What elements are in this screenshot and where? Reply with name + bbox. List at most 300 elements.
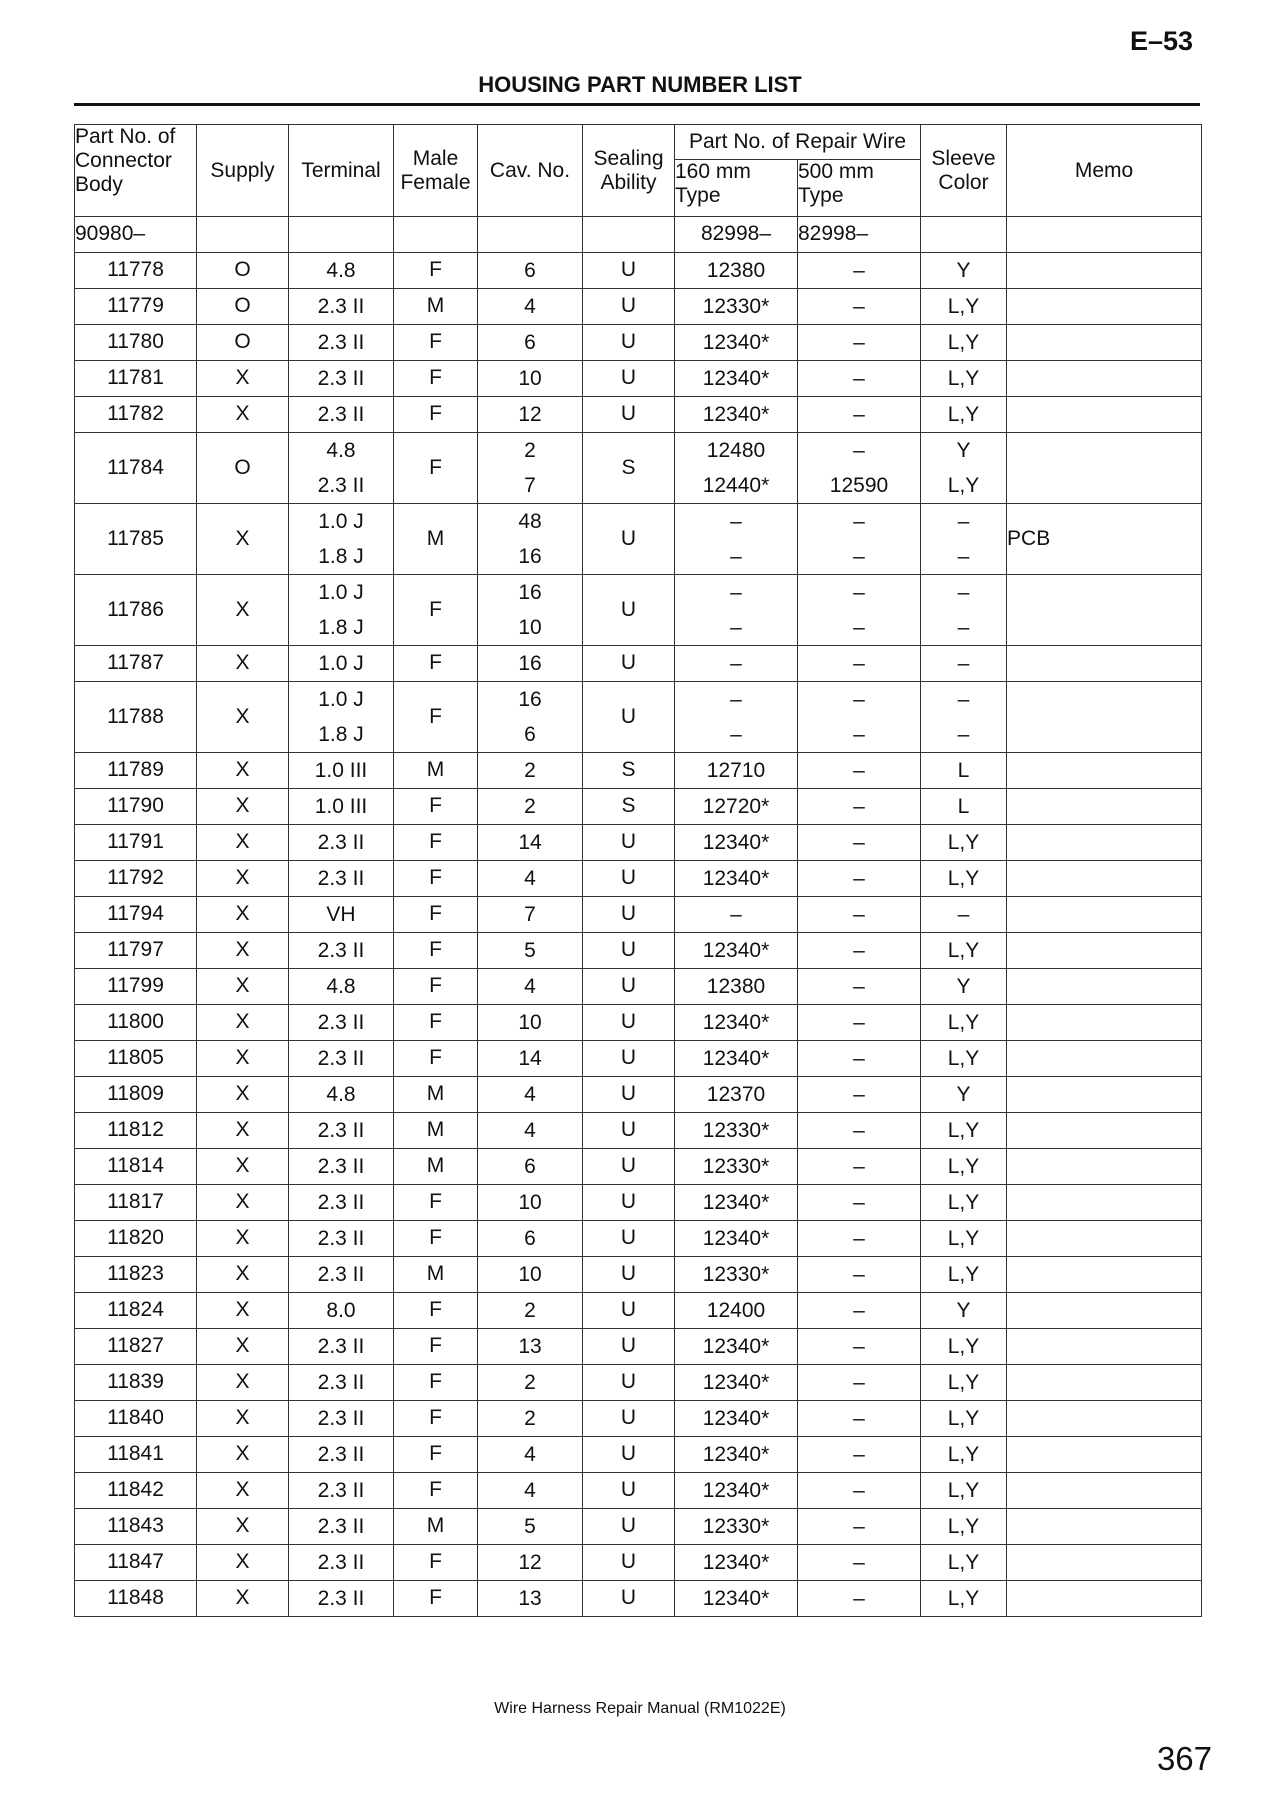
type500-cell <box>798 396 921 432</box>
male-female-cell: F <box>394 824 478 860</box>
sealing-cell: U <box>583 896 675 932</box>
terminal-cell <box>289 1580 394 1616</box>
male-female-cell: F <box>394 1292 478 1328</box>
table-row <box>75 503 1202 574</box>
part-no-cell: 11789 <box>75 752 197 788</box>
cav-no-cell <box>478 968 583 1004</box>
male-female-cell: F <box>394 1544 478 1580</box>
type500-cell <box>798 288 921 324</box>
sealing-cell: U <box>583 1184 675 1220</box>
sealing-cell: U <box>583 503 675 574</box>
type500-cell-value: – <box>853 722 865 746</box>
part-no-cell: 11809 <box>75 1076 197 1112</box>
type160-cell <box>675 503 798 574</box>
type160-cell-value: – <box>730 509 742 533</box>
type160-cell <box>675 932 798 968</box>
cav-no-cell <box>478 824 583 860</box>
cav-no-cell-value: 5 <box>524 938 536 962</box>
terminal-cell-value: 2.3 II <box>317 1010 365 1034</box>
terminal-cell <box>289 1544 394 1580</box>
cav-no-cell <box>478 252 583 288</box>
sleeve-cell-value: L,Y <box>947 1154 980 1178</box>
type500-cell-value: – <box>853 830 865 854</box>
table-row <box>75 968 1202 1004</box>
supply-cell: X <box>197 1112 289 1148</box>
sleeve-cell-value: L,Y <box>947 938 980 962</box>
male-female-cell: F <box>394 1328 478 1364</box>
sleeve-cell-value: Y <box>956 974 971 998</box>
sleeve-cell-value: L,Y <box>947 1046 980 1070</box>
cav-no-cell <box>478 574 583 645</box>
cav-no-cell <box>478 1580 583 1616</box>
terminal-cell <box>289 1364 394 1400</box>
part-no-cell: 11792 <box>75 860 197 896</box>
type160-cell <box>675 252 798 288</box>
supply-cell: X <box>197 503 289 574</box>
terminal-cell <box>289 645 394 681</box>
sealing-cell: U <box>583 360 675 396</box>
terminal-cell-value: 4.8 <box>326 258 356 282</box>
memo-cell <box>1007 396 1202 432</box>
memo-cell <box>1007 1040 1202 1076</box>
type500-cell-value: – <box>853 1514 865 1538</box>
terminal-cell <box>289 1292 394 1328</box>
part-no-cell: 11823 <box>75 1256 197 1292</box>
sleeve-cell-value: L,Y <box>947 1406 980 1430</box>
part-no-cell: 11800 <box>75 1004 197 1040</box>
terminal-cell-value: 2.3 II <box>317 1334 365 1358</box>
male-female-cell: F <box>394 1400 478 1436</box>
terminal-cell <box>289 788 394 824</box>
cav-no-cell-value: 6 <box>524 1154 536 1178</box>
table-row <box>75 1076 1202 1112</box>
supply-cell: O <box>197 432 289 503</box>
col-header-part-no: Part No. of Connector Body <box>75 125 197 217</box>
male-female-cell: F <box>394 396 478 432</box>
memo-cell <box>1007 1004 1202 1040</box>
cav-no-cell-value: 4 <box>524 1478 536 1502</box>
type500-cell <box>798 1220 921 1256</box>
supply-cell: X <box>197 1076 289 1112</box>
type500-cell-value: – <box>853 1550 865 1574</box>
sleeve-cell <box>921 1508 1007 1544</box>
part-no-cell: 11812 <box>75 1112 197 1148</box>
cav-no-cell <box>478 645 583 681</box>
part-no-cell: 11786 <box>75 574 197 645</box>
page-number: 367 <box>1156 1740 1212 1777</box>
table-row <box>75 896 1202 932</box>
type160-cell <box>675 1148 798 1184</box>
type500-cell <box>798 1148 921 1184</box>
type160-cell-value: 12340* <box>702 366 770 390</box>
sleeve-cell <box>921 752 1007 788</box>
supply-cell: X <box>197 968 289 1004</box>
sealing-cell: U <box>583 574 675 645</box>
cav-no-cell <box>478 503 583 574</box>
col-header-male-female: Male Female <box>394 125 478 217</box>
type500-cell <box>798 252 921 288</box>
type500-cell <box>798 824 921 860</box>
supply-cell: X <box>197 1004 289 1040</box>
col-header-terminal: Terminal <box>289 125 394 217</box>
sealing-cell: S <box>583 788 675 824</box>
type500-cell <box>798 1112 921 1148</box>
cav-no-cell-value: 14 <box>518 830 542 854</box>
memo-cell <box>1007 968 1202 1004</box>
cav-no-cell <box>478 396 583 432</box>
type160-cell-value: 12330* <box>702 1154 770 1178</box>
type500-cell-value: – <box>853 687 865 711</box>
supply-cell: X <box>197 1040 289 1076</box>
type500-cell-value: – <box>853 938 865 962</box>
male-female-cell: F <box>394 360 478 396</box>
sealing-cell: U <box>583 1544 675 1580</box>
cav-no-cell-value: 12 <box>518 402 542 426</box>
sleeve-cell-value: – <box>957 902 970 926</box>
section-id: E–53 <box>1129 26 1193 56</box>
sealing-cell: U <box>583 1220 675 1256</box>
table-row <box>75 360 1202 396</box>
type500-cell-value: – <box>853 902 865 926</box>
type160-cell <box>675 1400 798 1436</box>
sleeve-cell <box>921 1040 1007 1076</box>
terminal-cell <box>289 1076 394 1112</box>
sleeve-cell <box>921 1580 1007 1616</box>
supply-cell: X <box>197 1220 289 1256</box>
cav-no-cell-value: 6 <box>524 330 536 354</box>
cav-no-cell <box>478 1508 583 1544</box>
sleeve-cell-value: – <box>957 509 970 533</box>
col-header-cav-no: Cav. No. <box>478 125 583 217</box>
cav-no-cell <box>478 1004 583 1040</box>
sealing-cell: U <box>583 1364 675 1400</box>
terminal-cell <box>289 1004 394 1040</box>
sealing-cell: U <box>583 824 675 860</box>
part-no-cell: 11794 <box>75 896 197 932</box>
male-female-cell: F <box>394 432 478 503</box>
terminal-cell-value: 1.0 III <box>314 758 368 782</box>
terminal-cell-value: 2.3 II <box>317 1550 365 1574</box>
sleeve-cell <box>921 1472 1007 1508</box>
footer-manual-title: Wire Harness Repair Manual (RM1022E) <box>494 1700 786 1717</box>
type500-cell <box>798 574 921 645</box>
type500-cell-value: – <box>853 1154 865 1178</box>
cav-no-cell-value: 4 <box>524 1442 536 1466</box>
supply-cell: X <box>197 1580 289 1616</box>
terminal-cell-value: 1.8 J <box>318 544 364 568</box>
part-no-cell: 11842 <box>75 1472 197 1508</box>
type160-cell-value: 12710 <box>706 758 766 782</box>
type500-cell <box>798 896 921 932</box>
type500-cell <box>798 968 921 1004</box>
supply-cell: X <box>197 860 289 896</box>
sleeve-cell <box>921 503 1007 574</box>
table-row <box>75 574 1202 645</box>
terminal-cell <box>289 824 394 860</box>
type500-cell-value: – <box>853 509 865 533</box>
cav-no-cell <box>478 788 583 824</box>
memo-cell <box>1007 824 1202 860</box>
table-row <box>75 681 1202 752</box>
cav-no-cell-value: 10 <box>518 366 542 390</box>
terminal-cell-value: 1.8 J <box>318 722 364 746</box>
supply-cell: X <box>197 1472 289 1508</box>
type500-cell-value: – <box>853 1298 865 1322</box>
male-female-cell: F <box>394 788 478 824</box>
type500-cell-value: – <box>853 1190 865 1214</box>
male-female-cell: F <box>394 1364 478 1400</box>
sealing-cell: U <box>583 968 675 1004</box>
sleeve-cell <box>921 1220 1007 1256</box>
type500-cell <box>798 1580 921 1616</box>
cav-no-cell-value: 4 <box>524 1118 536 1142</box>
memo-cell <box>1007 1580 1202 1616</box>
title-rule <box>74 103 1200 106</box>
col-header-supply: Supply <box>197 125 289 217</box>
table-row <box>75 860 1202 896</box>
type160-cell-value: 12340* <box>702 402 770 426</box>
type500-cell-value: – <box>853 330 865 354</box>
type160-cell-value: – <box>730 544 742 568</box>
male-female-cell: F <box>394 574 478 645</box>
type500-cell-value: – <box>853 1262 865 1286</box>
type160-cell-value: 12340* <box>702 330 770 354</box>
male-female-cell: M <box>394 752 478 788</box>
sealing-cell: U <box>583 1076 675 1112</box>
type500-cell-value: – <box>853 758 865 782</box>
memo-cell <box>1007 1148 1202 1184</box>
memo-cell <box>1007 681 1202 752</box>
supply-cell: X <box>197 1508 289 1544</box>
sleeve-cell-value: – <box>957 687 970 711</box>
table-row <box>75 752 1202 788</box>
sleeve-cell <box>921 360 1007 396</box>
sealing-cell: S <box>583 432 675 503</box>
cav-no-cell <box>478 1400 583 1436</box>
cav-no-cell-value: 6 <box>524 722 536 746</box>
type500-cell-value: – <box>853 1010 865 1034</box>
supply-cell: X <box>197 574 289 645</box>
supply-cell: X <box>197 396 289 432</box>
cav-no-cell-value: 5 <box>524 1514 536 1538</box>
male-female-cell: F <box>394 252 478 288</box>
sleeve-cell <box>921 1544 1007 1580</box>
col-header-160mm: 160 mm Type <box>675 160 798 217</box>
sleeve-cell-value: L,Y <box>947 1370 980 1394</box>
memo-cell <box>1007 788 1202 824</box>
type500-cell <box>798 788 921 824</box>
sleeve-cell <box>921 1292 1007 1328</box>
terminal-cell <box>289 1184 394 1220</box>
male-female-cell: F <box>394 1004 478 1040</box>
part-no-cell: 11824 <box>75 1292 197 1328</box>
part-no-cell: 11780 <box>75 324 197 360</box>
cav-no-cell <box>478 1220 583 1256</box>
male-female-cell: M <box>394 1256 478 1292</box>
cav-no-cell <box>478 1328 583 1364</box>
table-row <box>75 1544 1202 1580</box>
memo-cell <box>1007 288 1202 324</box>
prefix-row <box>75 217 1202 253</box>
cav-no-cell-value: 16 <box>518 687 542 711</box>
sleeve-cell-value: L,Y <box>947 1334 980 1358</box>
part-no-cell: 11847 <box>75 1544 197 1580</box>
sleeve-cell-value: L,Y <box>947 1226 980 1250</box>
type160-cell-value: – <box>730 651 742 675</box>
type500-cell <box>798 1400 921 1436</box>
terminal-cell <box>289 288 394 324</box>
sleeve-cell-value: L,Y <box>947 830 980 854</box>
type160-cell <box>675 896 798 932</box>
sealing-cell: U <box>583 288 675 324</box>
type160-cell-value: 12330* <box>702 1514 770 1538</box>
terminal-cell <box>289 1220 394 1256</box>
sleeve-cell <box>921 645 1007 681</box>
table-row <box>75 932 1202 968</box>
supply-cell: X <box>197 1544 289 1580</box>
type160-cell-value: 12340* <box>702 1370 770 1394</box>
sleeve-cell-value: L,Y <box>947 1586 980 1610</box>
sealing-cell: U <box>583 1400 675 1436</box>
terminal-cell <box>289 1436 394 1472</box>
sleeve-cell <box>921 574 1007 645</box>
part-no-cell: 11843 <box>75 1508 197 1544</box>
sealing-cell: U <box>583 1112 675 1148</box>
type500-cell-value: – <box>853 1370 865 1394</box>
type500-cell-value: – <box>853 544 865 568</box>
sleeve-cell <box>921 1436 1007 1472</box>
type500-cell <box>798 1544 921 1580</box>
terminal-cell-value: 8.0 <box>326 1298 356 1322</box>
type500-cell <box>798 360 921 396</box>
cav-no-cell <box>478 288 583 324</box>
type160-cell <box>675 1508 798 1544</box>
type160-cell-value: 12480 <box>706 438 766 462</box>
table-row <box>75 824 1202 860</box>
type160-cell <box>675 1076 798 1112</box>
terminal-cell <box>289 932 394 968</box>
type160-cell <box>675 360 798 396</box>
part-no-cell: 11791 <box>75 824 197 860</box>
part-no-cell: 11778 <box>75 252 197 288</box>
male-female-cell: F <box>394 1580 478 1616</box>
table-row <box>75 788 1202 824</box>
cav-no-cell <box>478 360 583 396</box>
cav-no-cell <box>478 1184 583 1220</box>
type500-cell-value: – <box>853 794 865 818</box>
type160-cell-value: 12380 <box>706 974 766 998</box>
type500-cell-value: – <box>853 366 865 390</box>
type160-cell <box>675 788 798 824</box>
sleeve-cell-value: L,Y <box>947 366 980 390</box>
housing-part-table <box>74 124 1202 1617</box>
type500-prefix: 82998– <box>798 217 921 253</box>
terminal-cell-value: 2.3 II <box>317 1586 365 1610</box>
cav-no-cell-value: 6 <box>524 1226 536 1250</box>
terminal-cell-value: 2.3 II <box>317 1478 365 1502</box>
type160-cell-value: 12720* <box>702 794 770 818</box>
type160-cell-value: – <box>730 580 742 604</box>
sleeve-cell-value: Y <box>956 258 971 282</box>
part-no-cell: 11820 <box>75 1220 197 1256</box>
type500-cell <box>798 645 921 681</box>
memo-cell <box>1007 1328 1202 1364</box>
sleeve-cell-value: L <box>957 758 970 782</box>
table-row <box>75 252 1202 288</box>
col-header-sealing: Sealing Ability <box>583 125 675 217</box>
sealing-cell: U <box>583 1040 675 1076</box>
male-female-cell: F <box>394 860 478 896</box>
terminal-cell <box>289 574 394 645</box>
memo-cell <box>1007 896 1202 932</box>
type160-cell-value: – <box>730 615 742 639</box>
sleeve-cell-value: L,Y <box>947 866 980 890</box>
memo-cell <box>1007 932 1202 968</box>
type160-cell <box>675 1112 798 1148</box>
table-row <box>75 1220 1202 1256</box>
male-female-cell: F <box>394 896 478 932</box>
type500-cell <box>798 1328 921 1364</box>
sleeve-cell-value: L,Y <box>947 294 980 318</box>
terminal-cell-value: 1.0 J <box>318 651 364 675</box>
supply-cell: X <box>197 1292 289 1328</box>
sealing-cell: U <box>583 1472 675 1508</box>
sleeve-cell <box>921 1364 1007 1400</box>
cav-no-cell-value: 2 <box>524 794 536 818</box>
male-female-cell: F <box>394 1040 478 1076</box>
sleeve-cell <box>921 1256 1007 1292</box>
type500-cell <box>798 752 921 788</box>
sleeve-cell-value: L,Y <box>947 1118 980 1142</box>
type500-cell-value: – <box>853 1334 865 1358</box>
table-row <box>75 324 1202 360</box>
type160-cell <box>675 1544 798 1580</box>
memo-cell <box>1007 1472 1202 1508</box>
type160-cell-value: 12380 <box>706 258 766 282</box>
cav-no-cell <box>478 681 583 752</box>
part-no-cell: 11814 <box>75 1148 197 1184</box>
type160-cell <box>675 1040 798 1076</box>
type500-cell-value: – <box>853 1478 865 1502</box>
type160-cell <box>675 1364 798 1400</box>
cav-no-cell-value: 10 <box>518 1010 542 1034</box>
sealing-cell: U <box>583 1148 675 1184</box>
terminal-cell-value: 1.0 J <box>318 687 364 711</box>
supply-cell: X <box>197 681 289 752</box>
sleeve-cell <box>921 1148 1007 1184</box>
cav-no-cell-value: 10 <box>518 1262 542 1286</box>
sealing-cell: U <box>583 252 675 288</box>
part-no-cell: 11839 <box>75 1364 197 1400</box>
cav-no-cell-value: 2 <box>524 1298 536 1322</box>
terminal-cell-value: 2.3 II <box>317 1442 365 1466</box>
type500-cell <box>798 1292 921 1328</box>
type160-cell-value: 12370 <box>706 1082 766 1106</box>
terminal-cell <box>289 503 394 574</box>
sealing-cell: U <box>583 645 675 681</box>
terminal-cell <box>289 324 394 360</box>
cav-no-cell <box>478 1076 583 1112</box>
cav-no-cell <box>478 1148 583 1184</box>
cav-no-cell-value: 4 <box>524 1082 536 1106</box>
supply-cell: X <box>197 1364 289 1400</box>
type500-cell-value: – <box>853 615 865 639</box>
cav-no-cell-value: 2 <box>524 1370 536 1394</box>
memo-cell <box>1007 752 1202 788</box>
memo-cell <box>1007 860 1202 896</box>
terminal-cell <box>289 1400 394 1436</box>
cav-no-cell-value: 2 <box>524 1406 536 1430</box>
